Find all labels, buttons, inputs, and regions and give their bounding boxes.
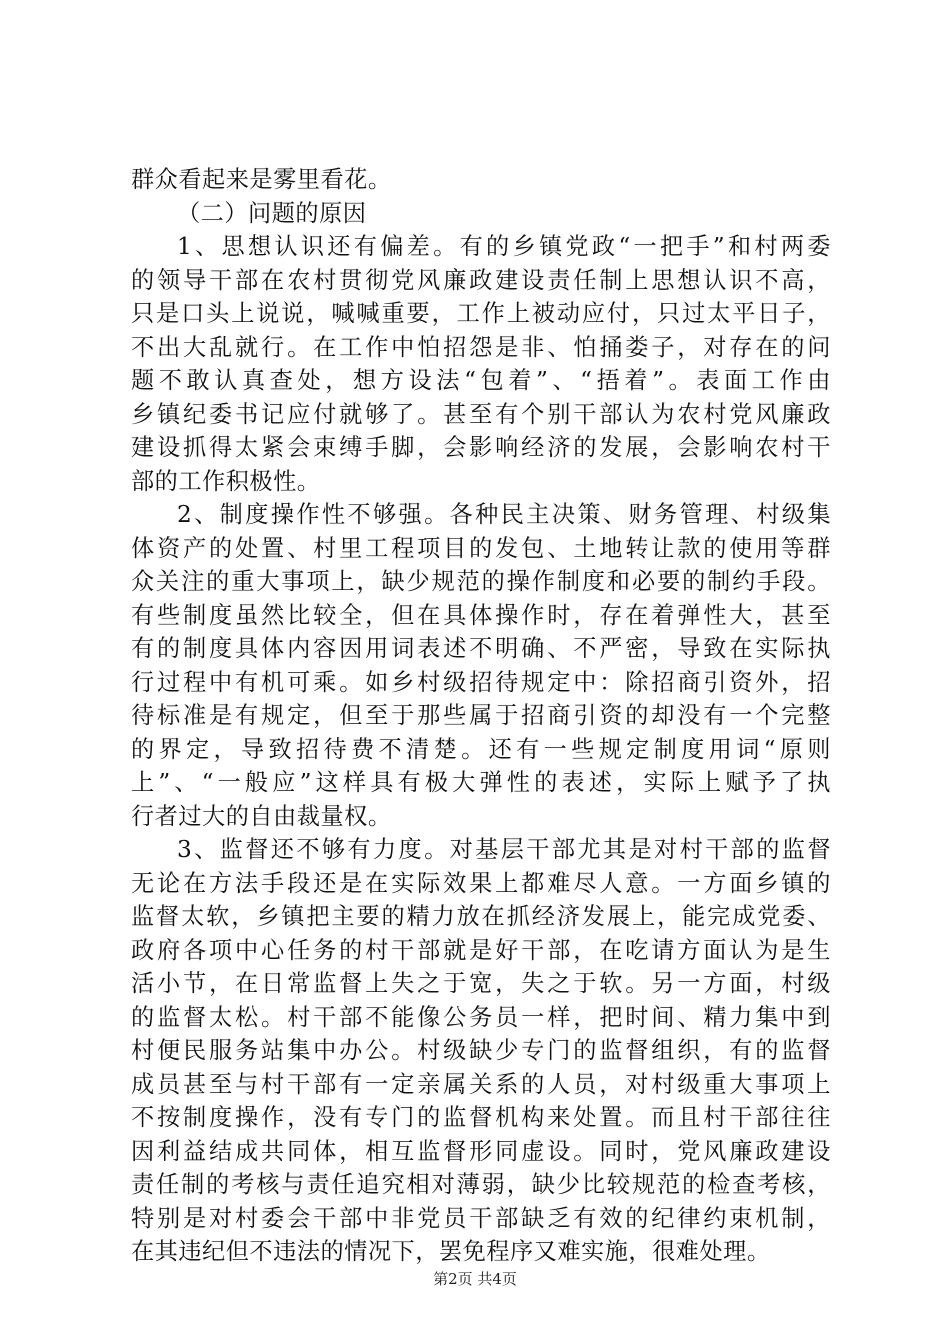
paragraph-line: 活小节，在日常监督上失之于宽，失之于软。另一方面，村级 bbox=[131, 970, 831, 997]
paragraph-line: 待标准是有规定，但至于那些属于招商引资的却没有一个完整 bbox=[131, 702, 831, 729]
paragraph-line: 的监督太松。村干部不能像公务员一样，把时间、精力集中到 bbox=[131, 1003, 831, 1031]
paragraph-line: 村便民服务站集中办公。村级缺少专门的监督组织，有的监督 bbox=[131, 1037, 831, 1064]
paragraph-line: 部的工作积极性。 bbox=[131, 467, 321, 495]
paragraph-line: 众关注的重大事项上，缺少规范的操作制度和必要的制约手段。 bbox=[131, 568, 831, 595]
paragraph-line: 政府各项中心任务的村干部就是好干部，在吃请方面认为是生 bbox=[131, 936, 831, 964]
paragraph-line: 题不敢认真查处，想方设法“包着”、“捂着”。表面工作由 bbox=[131, 367, 831, 394]
paragraph-line: 体资产的处置、村里工程项目的发包、土地转让款的使用等群 bbox=[131, 534, 831, 562]
paragraph-line: 3、监督还不够有力度。对基层干部尤其是对村干部的监督 bbox=[177, 836, 831, 863]
paragraph-line: 的界定，导致招待费不清楚。还有一些规定制度用词“原则 bbox=[131, 735, 831, 763]
paragraph-line: 不出大乱就行。在工作中怕招怨是非、怕捅娄子，对存在的问 bbox=[131, 333, 831, 361]
paragraph-line: 无论在方法手段还是在实际效果上都难尽人意。一方面乡镇的 bbox=[131, 869, 831, 897]
page-number-footer: 第2页 共4页 bbox=[433, 1270, 517, 1288]
paragraph-line: 特别是对村委会干部中非党员干部缺乏有效的纪律约束机制， bbox=[131, 1204, 831, 1232]
paragraph-line: 1、思想认识还有偏差。有的乡镇党政“一把手”和村两委 bbox=[177, 233, 831, 260]
paragraph-line: 因利益结成共同体，相互监督形同虚设。同时，党风廉政建设 bbox=[131, 1137, 831, 1165]
paragraph-line: 有的制度具体内容因用词表述不明确、不严密，导致在实际执 bbox=[131, 635, 831, 662]
paragraph-line: 建设抓得太紧会束缚手脚，会影响经济的发展，会影响农村干 bbox=[131, 434, 831, 461]
lead-line: 群众看起来是雾里看花。 bbox=[131, 166, 392, 193]
paragraph-line: 乡镇纪委书记应付就够了。甚至有个别干部认为农村党风廉政 bbox=[131, 400, 831, 428]
paragraph-line: 行过程中有机可乘。如乡村级招待规定中：除招商引资外，招 bbox=[131, 668, 831, 696]
paragraph-line: 有些制度虽然比较全，但在具体操作时，存在着弹性大，甚至 bbox=[131, 601, 831, 629]
paragraph-line: 责任制的考核与责任追究相对薄弱，缺少比较规范的检查考核， bbox=[131, 1171, 831, 1198]
section-heading: （二）问题的原因 bbox=[177, 199, 367, 227]
paragraph-3 bbox=[131, 833, 831, 1269]
paragraph-line: 的领导干部在农村贯彻党风廉政建设责任制上思想认识不高， bbox=[131, 266, 831, 294]
paragraph-line: 上”、“一般应”这样具有极大弹性的表述，实际上赋予了执 bbox=[131, 769, 831, 796]
paragraph-line: 不按制度操作，没有专门的监督机构来处置。而且村干部往往 bbox=[131, 1104, 831, 1131]
document-body bbox=[131, 163, 831, 1269]
paragraph-line: 在其违纪但不违法的情况下，罢免程序又难实施，很难处理。 bbox=[131, 1238, 771, 1265]
paragraph-line: 行者过大的自由裁量权。 bbox=[131, 802, 392, 830]
paragraph-line: 只是口头上说说，喊喊重要，工作上被动应付，只过太平日子， bbox=[131, 300, 831, 327]
paragraph-2 bbox=[131, 498, 831, 833]
paragraph-line: 监督太软，乡镇把主要的精力放在抓经济发展上，能完成党委、 bbox=[131, 903, 831, 930]
paragraph-line: 2、制度操作性不够强。各种民主决策、财务管理、村级集 bbox=[177, 501, 831, 528]
paragraph-line: 成员甚至与村干部有一定亲属关系的人员，对村级重大事项上 bbox=[131, 1070, 831, 1098]
paragraph-1 bbox=[131, 230, 831, 498]
